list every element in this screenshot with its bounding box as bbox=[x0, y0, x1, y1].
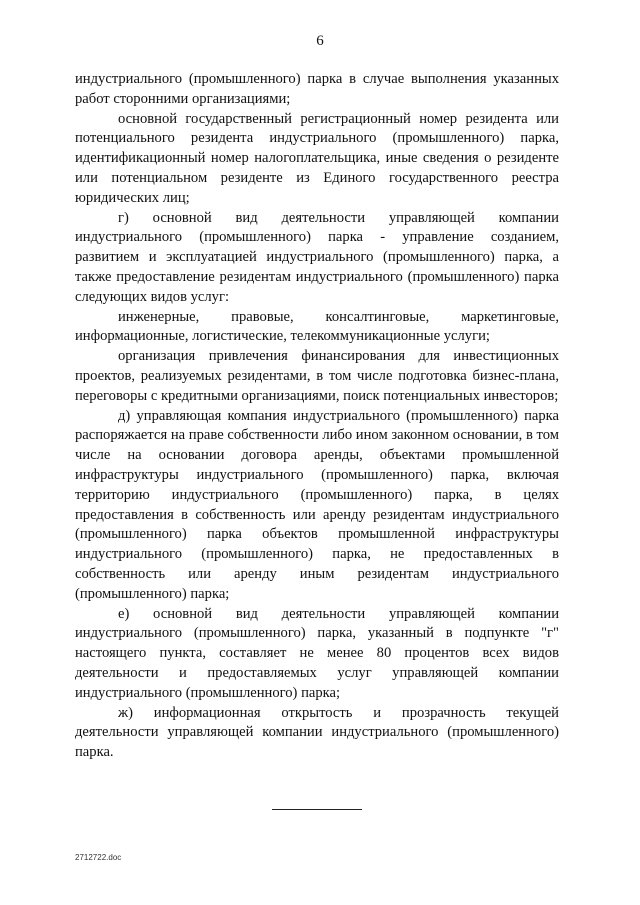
document-id: 2712722.doc bbox=[75, 853, 122, 862]
document-body bbox=[75, 70, 559, 763]
paragraph-item-g: г) основной вид деятельности управляющей компании индустриального (промышленного) парка - управление созданием, развитием и эксплуатацией индустриального (промышленного) парка, а также предоставление резидентам индустриального (промышленного) парка следующих видов услуг: bbox=[75, 209, 559, 305]
paragraph-item-e: е) основной вид деятельности управляющей компании индустриального (промышленного) парка, указанный в подпункте "г" настоящего пункта, составляет не менее 80 процентов всех видов деятельности и предоставляемых услуг управляющей компании индустриального (промышленного) парка; bbox=[75, 605, 559, 701]
end-divider bbox=[272, 809, 362, 810]
paragraph-services-list: инженерные, правовые, консалтинговые, маркетинговые, информационные, логистические, телекоммуникационные услуги; bbox=[75, 308, 559, 345]
paragraph-item-zh: ж) информационная открытость и прозрачность текущей деятельности управляющей компании индустриального (промышленного) парка. bbox=[75, 704, 559, 761]
paragraph-continuation: индустриального (промышленного) парка в случае выполнения указанных работ сторонними организациями; bbox=[75, 71, 559, 107]
paragraph-item-d: д) управляющая компания индустриального (промышленного) парка распоряжается на праве собственности либо ином законном основании, в том числе на основании договора аренды, объектами промышленной инфраструктуры индустриального (промышленного) парка, включая территорию индустриального (промышленного) парка, в целях предоставления в собственность или аренду резидентам индустриального (промышленного) парка объектов промышленной инфраструктуры индустриального (промышленного) парка, не предоставленных в собственность или аренду иным резидентам индустриального (промышленного) парка; bbox=[75, 407, 559, 602]
page-number: 6 bbox=[316, 33, 324, 49]
paragraph-registration-number: основной государственный регистрационный номер резидента или потенциального резидента индустриального (промышленного) парка, идентификационный номер налогоплательщика, иные сведения о резиденте или потенциальном резиденте из Единого государственного реестра юридических лиц; bbox=[75, 110, 559, 206]
paragraph-financing: организация привлечения финансирования для инвестиционных проектов, реализуемых резидентами, в том числе подготовка бизнес-плана, переговоры с кредитными организациями, поиск потенциальных инвесторов; bbox=[75, 348, 559, 404]
